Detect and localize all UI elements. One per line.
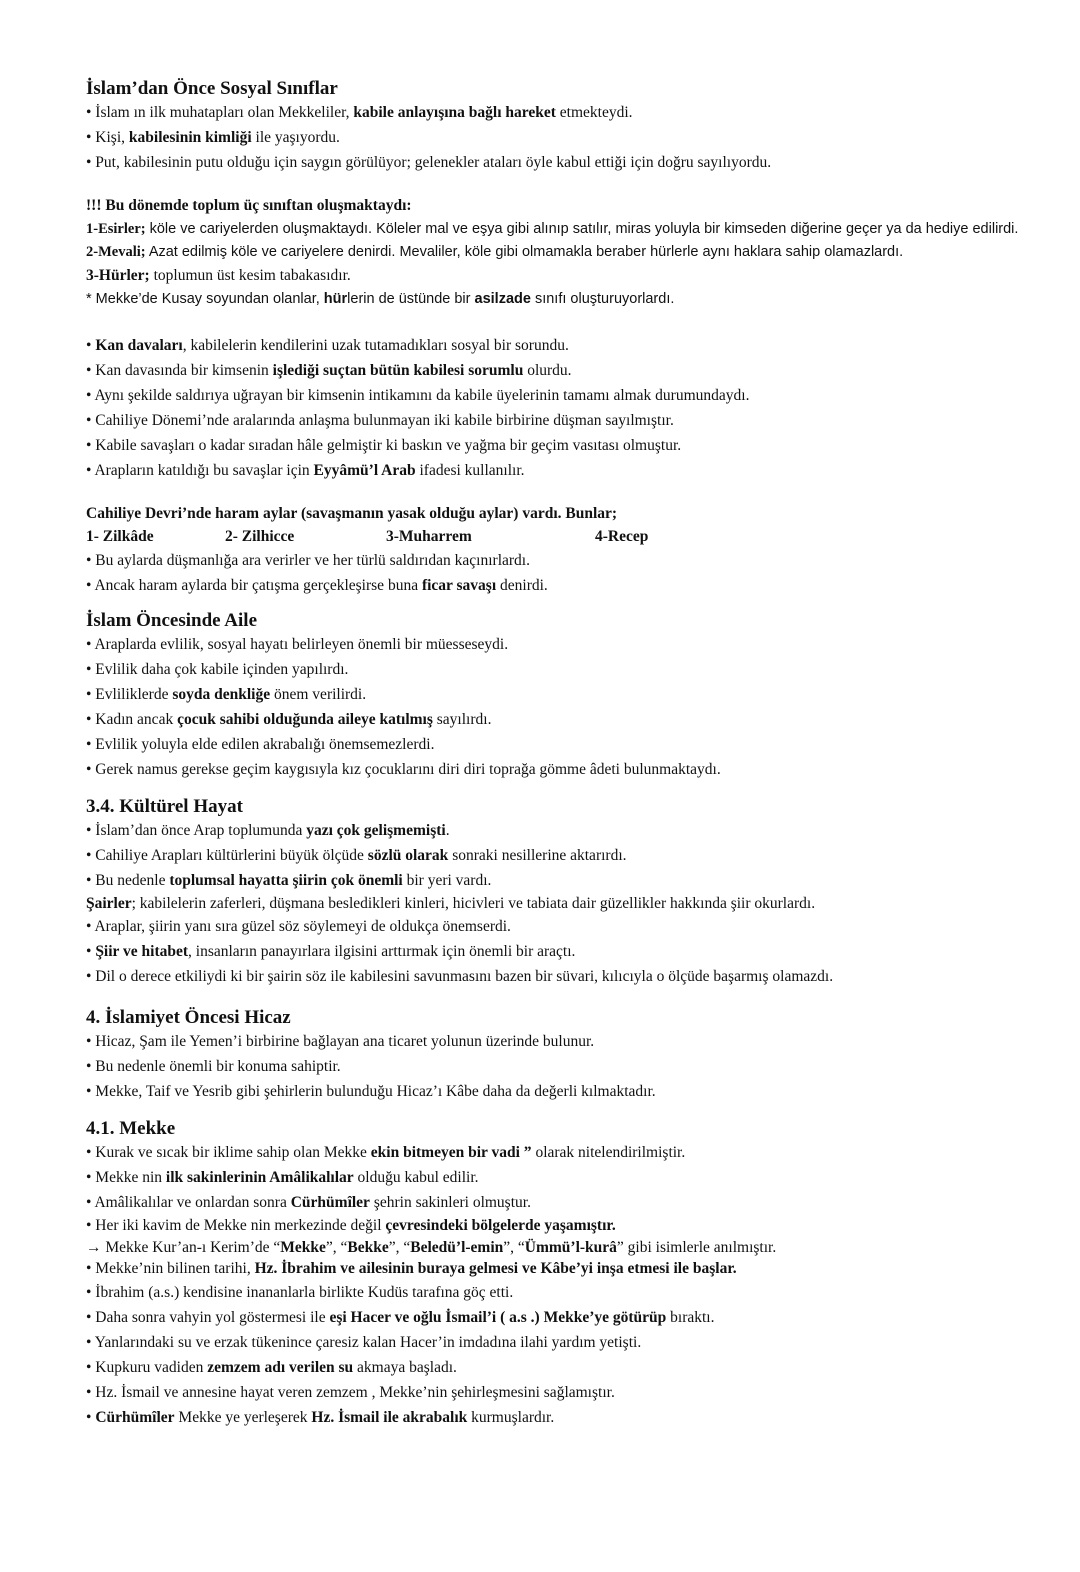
class-item-hurler (86, 263, 1046, 288)
bullet-line (86, 868, 1046, 893)
text-run: Ümmü’l-kurâ (524, 1238, 617, 1256)
text-run: ekin bitmeyen bir vadi ” (370, 1143, 532, 1161)
text-run: ”, “ (388, 1238, 411, 1256)
text-run: köle ve cariyelerden oluşmaktaydı. Köleler mal ve eşya gibi alınıp satılır, miras yoluyla bir kimseden diğerine geçer ya da hediye edilirdi. (145, 221, 1019, 237)
text-run: olduğu kabul edilir. (353, 1168, 479, 1186)
text-run: • Kupkuru vadiden (86, 1358, 208, 1376)
text-run: • Bu nedenle (86, 871, 170, 889)
month-item: 1- Zilkâde (86, 527, 154, 545)
bullet-line: • Mekke, Taif ve Yesrib gibi şehirlerin bulunduğu Hicaz’ı Kâbe daha da değerli kılmaktadır. (86, 1082, 656, 1100)
classes-intro: !!! Bu dönemde toplum üç sınıftan oluşmaktaydı: (86, 197, 412, 214)
text-run: lerin de üstünde bir (347, 291, 475, 307)
text-run: • Evliliklerde (86, 685, 173, 703)
haram-months-list (86, 526, 1046, 548)
text-run: ”, “ (325, 1238, 348, 1256)
asilzade-note (86, 288, 1046, 311)
bullet-line (86, 1355, 1046, 1380)
text-run: ” gibi isimlerle anılmıştır. (616, 1238, 777, 1256)
text-run: • Mekke nin (86, 1168, 166, 1186)
text-run: denirdi. (496, 576, 548, 594)
month-item: 3-Muharrem (386, 527, 472, 545)
bullet-line: • Bu nedenle önemli bir konuma sahiptir. (86, 1057, 341, 1075)
text-run: 2-Mevali; (86, 243, 146, 260)
section-title-hijaz: 4. İslamiyet Öncesi Hicaz (86, 1006, 291, 1028)
bullet-line (86, 1405, 1046, 1430)
poets-line (86, 893, 1046, 914)
bullet-line: • Araplarda evlilik, sosyal hayatı belirleyen önemli bir müesseseydi. (86, 635, 509, 653)
text-run: 1-Esirler; (86, 221, 146, 237)
text-run: * Mekke’de Kusay soyundan olanlar, (86, 291, 324, 307)
text-run: • Amâlikalılar ve onlardan sonra (86, 1193, 291, 1211)
bullet-line: • İbrahim (a.s.) kendisine inananlarla birlikte Kudüs tarafına göç etti. (86, 1283, 514, 1301)
text-run: kurmuşlardır. (467, 1408, 555, 1426)
bullet-line: • Hz. İsmail ve annesine hayat veren zemzem , Mekke’nin şehirleşmesini sağlamıştır. (86, 1383, 615, 1401)
text-run: , kabilelerin kendilerini uzak tutamadıkları sosyal bir sorundu. (182, 336, 569, 354)
text-run: • Arapların katıldığı bu savaşlar için (86, 461, 314, 479)
bullet-line: • Araplar, şiirin yanı sıra güzel söz söylemeyi de oldukça önemserdi. (86, 917, 511, 935)
bullet-line: • Evlilik daha çok kabile içinden yapılırdı. (86, 660, 349, 678)
text-run: Hz. İbrahim ve ailesinin buraya gelmesi ve Kâbe’yi inşa etmesi ile başlar. (254, 1259, 737, 1277)
bullet-line: • Dil o derece etkiliydi ki bir şairin söz ile kabilesini savunmasını bazen bir süvari, kılıcıyla o ölçüde başarmış olamazdı. (86, 967, 834, 985)
text-run: bir yeri vardı. (402, 871, 492, 889)
text-run: • Mekke’nin bilinen tarihi, (86, 1259, 255, 1277)
document-page (86, 78, 1046, 1430)
bullet-line (86, 1190, 1046, 1215)
text-run: • (86, 942, 96, 960)
bullet-line: • Evlilik yoluyla elde edilen akrabalığı önemsemezlerdi. (86, 735, 435, 753)
text-run: eşi Hacer ve oğlu İsmail’i ( a.s .) Mekke’ye götürüp (329, 1308, 667, 1326)
text-run: Şiir ve hitabet (95, 942, 189, 960)
bullet-line: • Gerek namus gerekse geçim kaygısıyla kız çocuklarını diri diri toprağa gömme âdeti bulunmaktaydı. (86, 760, 721, 778)
text-run: ifadesi kullanılır. (415, 461, 525, 479)
text-run: Kan davaları (95, 336, 183, 354)
text-run: Cürhümîler (95, 1408, 175, 1426)
class-item-mevali (86, 241, 1046, 264)
text-run: , insanların panayırlara ilgisini arttırmak için önemli bir araçtı. (188, 942, 576, 960)
text-run: Mekke (280, 1238, 326, 1256)
text-run: • Kurak ve sıcak bir iklime sahip olan Mekke (86, 1143, 371, 1161)
bullet-line: • Put, kabilesinin putu olduğu için saygın görülüyor; gelenekler ataları öyle kabul ettiği için doğru sayılıyordu. (86, 154, 772, 171)
text-run: bıraktı. (666, 1308, 715, 1326)
bullet-line (86, 818, 1046, 843)
text-run: → Mekke Kur’an-ı Kerim’de “ (86, 1238, 281, 1256)
text-run: Azat edilmiş köle ve cariyelere denirdi. Mevaliler, köle gibi olmamakla beraber hürlerle aynı haklara sahip olamazlardı. (145, 243, 904, 260)
text-run: Hz. İsmail ile akrabalık (311, 1408, 468, 1426)
text-run: kabilesinin kimliği (128, 129, 252, 146)
bullet-line (86, 358, 1046, 383)
bullet-line (86, 939, 1046, 964)
text-run: ficar savaşı (421, 576, 497, 594)
text-run: çocuk sahibi olduğunda aileye katılmış (177, 710, 433, 728)
bullet-line (86, 707, 1046, 732)
text-run: Mekke ye yerleşerek (174, 1408, 312, 1426)
bullet-line (86, 1215, 1046, 1237)
bullet-line: • Cahiliye Dönemi’nde aralarında anlaşma bulunmayan iki kabile birbirine düşman sayılmıştır. (86, 411, 674, 429)
text-run: yazı çok gelişmemişti (306, 821, 446, 839)
text-run: • Kadın ancak (86, 710, 178, 728)
text-run: sınıfı oluşturuyorlardı. (530, 291, 675, 307)
text-run: Beledü’l-emin (410, 1238, 504, 1256)
text-run: çevresindeki bölgelerde yaşamıştır. (385, 1216, 616, 1234)
text-run: • Ancak haram aylarda bir çatışma gerçekleşirse buna (86, 576, 422, 594)
bullet-line (86, 1140, 1046, 1165)
bullet-line: • Kabile savaşları o kadar sıradan hâle gelmiştir ki baskın ve yağma bir geçim vasıtası olmuştur. (86, 436, 682, 454)
bullet-line: • Hicaz, Şam ile Yemen’i birbirine bağlayan ana ticaret yolunun üzerinde bulunur. (86, 1032, 595, 1050)
text-run: şehrin sakinleri olmuştur. (369, 1193, 531, 1211)
text-run: soyda denkliğe (172, 685, 271, 703)
class-item-esirler (86, 218, 1046, 241)
bullet-line (86, 125, 1046, 150)
text-run: etmekteydi. (555, 104, 633, 121)
bullet-line (86, 1305, 1046, 1330)
text-run: 3-Hürler; (86, 267, 150, 284)
bullet-line (86, 682, 1046, 707)
section-title-family: İslam Öncesinde Aile (86, 609, 258, 631)
text-run: olurdu. (523, 361, 572, 379)
section-title-social-classes: İslam’dan Önce Sosyal Sınıflar (86, 78, 338, 99)
text-run: Şairler (86, 894, 132, 912)
month-item: 4-Recep (595, 527, 649, 545)
bullet-line (86, 333, 1046, 358)
bullet-line (86, 100, 1046, 125)
bullet-line: • Yanlarındaki su ve erzak tükenince çaresiz kalan Hacer’in imdadına ilahi yardım yetişti. (86, 1333, 642, 1351)
section-title-cultural-life: 3.4. Kültürel Hayat (86, 795, 243, 817)
bullet-line (86, 843, 1046, 868)
text-run: toplumun üst kesim tabakasıdır. (149, 267, 351, 284)
text-run: • Kişi, (86, 129, 129, 146)
section-title-mecca: 4.1. Mekke (86, 1117, 176, 1139)
text-run: toplumsal hayatta şiirin çok önemli (169, 871, 403, 889)
bullet-line (86, 1165, 1046, 1190)
text-run: • Kan davasında bir kimsenin (86, 361, 273, 379)
text-run: sözlü olarak (367, 846, 449, 864)
month-item: 2- Zilhicce (225, 527, 295, 545)
text-run: Eyyâmü’l Arab (313, 461, 416, 479)
text-run: hür (323, 291, 348, 307)
bullet-line (86, 573, 1046, 598)
text-run: işlediği suçtan bütün kabilesi sorumlu (272, 361, 524, 379)
text-run: asilzade (474, 291, 531, 307)
text-run: • (86, 336, 96, 354)
text-run: akmaya başladı. (353, 1358, 457, 1376)
text-run: sayılırdı. (432, 710, 492, 728)
bullet-line: • Aynı şekilde saldırıya uğrayan bir kimsenin intikamını da kabile üyelerinin tamamı almak durumundaydı. (86, 386, 750, 404)
text-run: Bekke (347, 1238, 389, 1256)
text-run: ; kabilelerin zaferleri, düşmana besledikleri kinleri, hicivleri ve tabiata dair güzellikler hakkında şiir okurlardı. (131, 894, 816, 912)
text-run: Cürhümîler (290, 1193, 370, 1211)
text-run: olarak nitelendirilmiştir. (531, 1143, 686, 1161)
text-run: sonraki nesillerine aktarırdı. (448, 846, 627, 864)
text-run: • İslam ın ilk muhatapları olan Mekkeliler, (86, 104, 354, 121)
text-run: • İslam’dan önce Arap toplumunda (86, 821, 307, 839)
names-of-mecca-line (86, 1237, 1046, 1258)
text-run: zemzem adı verilen su (207, 1358, 354, 1376)
bullet-line (86, 458, 1046, 483)
bullet-line: • Bu aylarda düşmanlığa ara verirler ve her türlü saldırıdan kaçınırlardı. (86, 551, 530, 569)
text-run: önem verilirdi. (270, 685, 367, 703)
text-run: kabile anlayışına bağlı hareket (353, 104, 556, 121)
text-run: ile yaşıyordu. (251, 129, 340, 146)
text-run: • Daha sonra vahyin yol göstermesi ile (86, 1308, 330, 1326)
text-run: • (86, 1408, 96, 1426)
text-run: • Cahiliye Arapları kültürlerini büyük ölçüde (86, 846, 368, 864)
text-run: ”, “ (503, 1238, 525, 1256)
haram-months-intro: Cahiliye Devri’nde haram aylar (savaşmanın yasak olduğu aylar) vardı. Bunlar; (86, 504, 618, 522)
text-run: ilk sakinlerinin Amâlikalılar (165, 1168, 354, 1186)
text-run: • Her iki kavim de Mekke nin merkezinde değil (86, 1216, 386, 1234)
bullet-line (86, 1258, 1046, 1280)
text-run: . (445, 821, 450, 839)
